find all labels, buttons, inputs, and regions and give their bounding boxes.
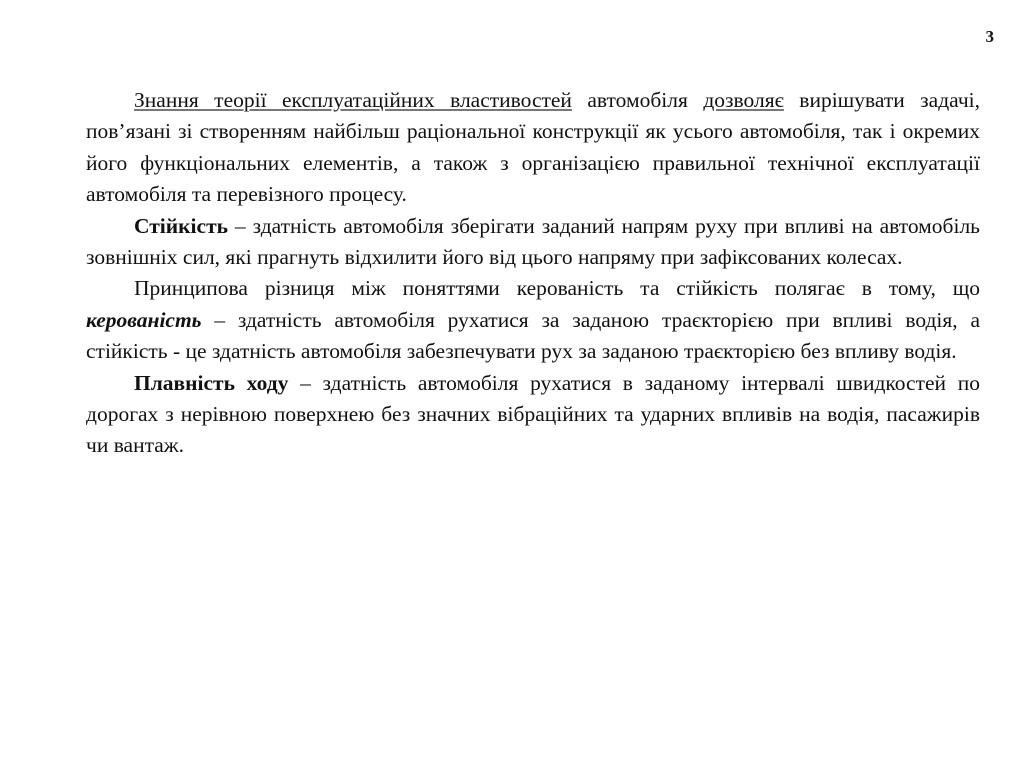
paragraph-smoothness — [86, 368, 980, 462]
term-stability: Стійкість — [134, 213, 228, 238]
document-body — [86, 85, 980, 462]
paragraph-text: Принципова різниця між поняттями керованість та стійкість полягає в тому, що — [134, 276, 980, 301]
definition-text: – здатність автомобіля рухатися за заданою траєкторією при впливі водія, а стійкість - це здатність автомобіля забезпечувати рух за заданою траєкторією без впливу водія. — [86, 307, 980, 364]
underlined-text: Знання теорії експлуатаційних властивостей — [134, 88, 572, 112]
term-smoothness: Плавність ходу — [134, 370, 289, 395]
definition-text: – здатність автомобіля зберігати заданий напрям руху при впливі на автомобіль зовнішніх сил, які прагнуть відхилити його від цього напряму при зафіксованих колесах. — [86, 213, 980, 270]
paragraph-theory — [86, 85, 980, 211]
definition-text: – здатність автомобіля рухатися в заданому інтервалі швидкостей по дорогах з нерівною поверхнею без значних вібраційних та ударних впливів на водія, пасажирів чи вантаж. — [86, 370, 980, 458]
underlined-text: дозволяє — [703, 88, 784, 112]
term-controllability: керованість — [86, 307, 202, 332]
paragraph-difference — [86, 273, 980, 367]
paragraph-stability — [86, 211, 980, 274]
page-number: 3 — [985, 27, 994, 46]
paragraph-text: автомобіля — [571, 88, 704, 112]
paragraph-text: вирішувати задачі, пов’язані зі створенням найбільш раціональної конструкції як усього автомобіля, так і окремих його функціональних елементів, а також з організацією правильної технічної експлуатації автомобіля та перевізного процесу. — [86, 88, 980, 207]
